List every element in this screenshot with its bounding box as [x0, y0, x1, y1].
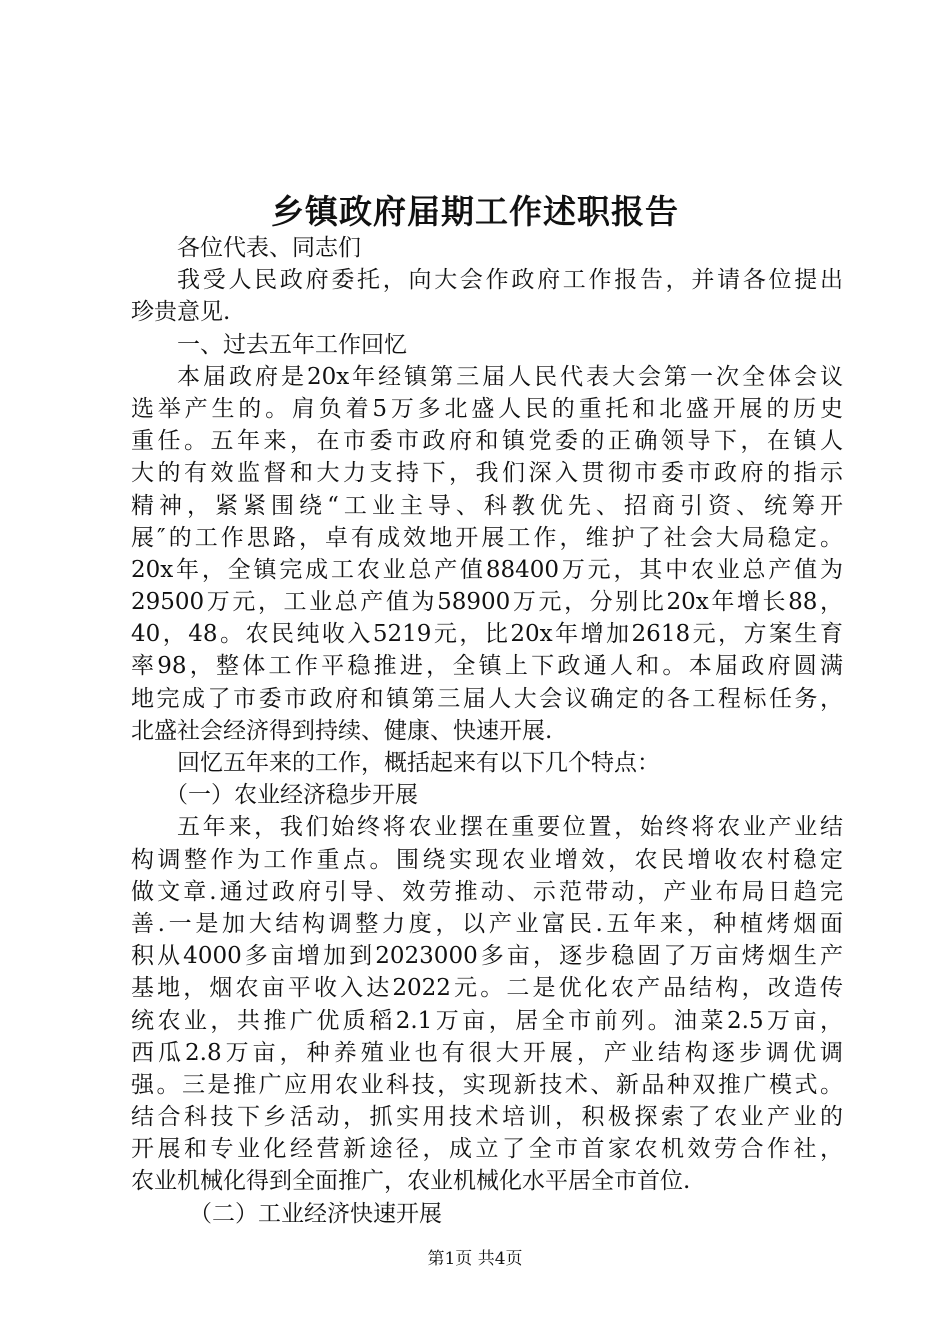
paragraph-line: 我受人民政府委托，向大会作政府工作报告，并请各位提出	[177, 267, 843, 294]
paragraph-line: 西瓜2.8万亩，种养殖业也有很大开展，产业结构逐步调优调	[131, 1039, 843, 1066]
subsection-heading: （一）农业经济稳步开展	[165, 782, 418, 809]
paragraph-line: 选举产生的。肩负着5万多北盛人民的重托和北盛开展的历史	[131, 395, 843, 422]
paragraph-line: 善.一是加大结构调整力度，以产业富民.五年来，种植烤烟面	[131, 910, 843, 937]
paragraph-line: 构调整作为工作重点。围绕实现农业增效，农民增收农村稳定	[131, 846, 843, 873]
paragraph-line: 统农业，共推广优质稻2.1万亩，居全市前列。油菜2.5万亩，	[131, 1007, 843, 1034]
paragraph-line: 40，48。农民纯收入5219元，比20x年增加2618元，方案生育	[131, 621, 843, 648]
paragraph-line: 回忆五年来的工作，概括起来有以下几个特点：	[177, 750, 660, 776]
paragraph-line: 强。三是推广应用农业科技，实现新技术、新品种双推广模式。	[131, 1071, 843, 1098]
paragraph-line: 开展和专业化经营新途径，成立了全市首家农机效劳合作社，	[131, 1136, 843, 1163]
paragraph-line: 本届政府是20x年经镇第三届人民代表大会第一次全体会议	[177, 363, 843, 390]
paragraph-line: 北盛社会经济得到持续、健康、快速开展.	[131, 717, 553, 744]
paragraph-line: 29500万元，工业总产值为58900万元，分别比20x年增长88，	[131, 589, 843, 616]
paragraph-line: 精神，紧紧围绕“工业主导、科教优先、招商引资、统筹开	[131, 492, 843, 519]
paragraph-line: 珍贵意见.	[131, 299, 231, 326]
salutation: 各位代表、同志们	[177, 235, 361, 261]
paragraph-line: 展″的工作思路，卓有成效地开展工作，维护了社会大局稳定。	[131, 524, 843, 551]
paragraph-line: 20x年，全镇完成工农业总产值88400万元，其中农业总产值为	[131, 556, 843, 583]
paragraph-line: 重任。五年来，在市委市政府和镇党委的正确领导下，在镇人	[131, 428, 843, 455]
document-body	[131, 232, 843, 1230]
paragraph-line: 五年来，我们始终将农业摆在重要位置，始终将农业产业结	[177, 814, 843, 841]
document-title: 乡镇政府届期工作述职报告	[271, 192, 679, 231]
paragraph-line: 地完成了市委市政府和镇第三届人大会议确定的各工程标任务，	[131, 685, 843, 712]
section-heading: 一、过去五年工作回忆	[177, 331, 407, 358]
page-number: 第1页 共4页	[427, 1249, 523, 1269]
paragraph-line: 率98，整体工作平稳推进，全镇上下政通人和。本届政府圆满	[131, 653, 843, 680]
paragraph-line: 结合科技下乡活动，抓实用技术培训，积极探索了农业产业的	[131, 1104, 843, 1131]
paragraph-line: 积从4000多亩增加到2023000多亩，逐步稳固了万亩烤烟生产	[131, 943, 843, 970]
paragraph-line: 大的有效监督和大力支持下，我们深入贯彻市委市政府的指示	[131, 460, 843, 487]
paragraph-line: 农业机械化得到全面推广，农业机械化水平居全市首位.	[131, 1168, 691, 1195]
paragraph-line: 基地，烟农亩平收入达2022元。二是优化农产品结构，改造传	[131, 975, 843, 1002]
subsection-heading: （二）工业经济快速开展	[189, 1200, 442, 1227]
paragraph-line: 做文章.通过政府引导、效劳推动、示范带动，产业布局日趋完	[131, 878, 843, 905]
